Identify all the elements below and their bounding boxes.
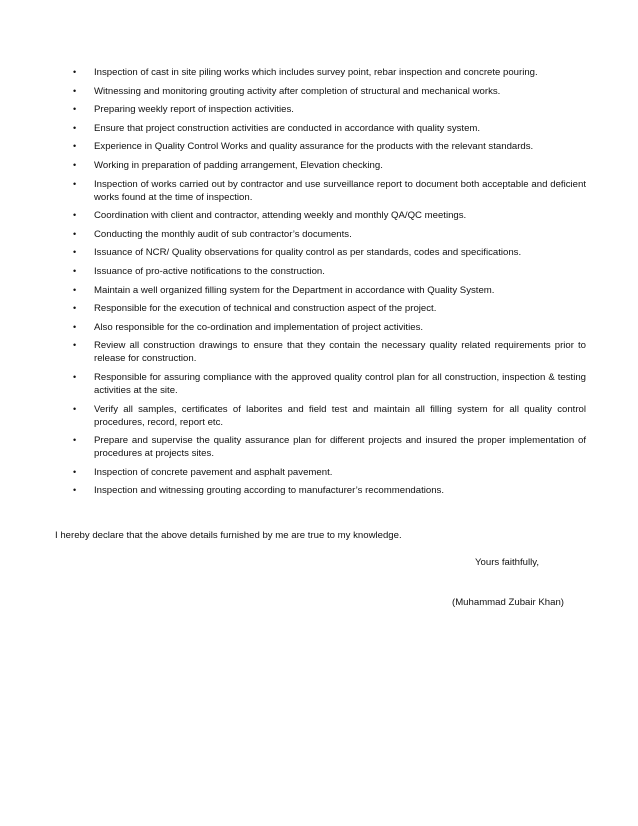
duty-text: Issuance of pro-active notifications to the construction. <box>94 265 325 277</box>
bullet-icon: • <box>73 403 77 414</box>
duty-item <box>58 122 586 135</box>
duty-item <box>58 265 586 278</box>
bullet-icon: • <box>73 85 77 96</box>
duty-text: Witnessing and monitoring grouting activity after completion of structural and mechanical works. <box>94 85 501 97</box>
duty-text: Also responsible for the co-ordination and implementation of project activities. <box>94 321 424 333</box>
duty-text: Inspection of cast in site piling works which includes survey point, rebar inspection and concrete pouring. <box>94 67 538 78</box>
duty-text: Responsible for the execution of technical and construction aspect of the project. <box>94 303 437 315</box>
duty-item <box>58 403 586 429</box>
duty-item <box>58 339 586 365</box>
duty-text: Responsible for assuring compliance with the approved quality control plan for all construction, inspection & testing activities at the site. <box>94 371 586 396</box>
duty-item <box>58 85 586 98</box>
duty-text: Prepare and supervise the quality assurance plan for different projects and insured the proper implementation of procedures at projects sites. <box>94 435 586 460</box>
duty-item <box>58 466 586 479</box>
duty-item <box>58 66 586 79</box>
bullet-icon: • <box>73 141 77 152</box>
duty-text: Working in preparation of padding arrangement, Elevation checking. <box>94 159 383 171</box>
bullet-icon: • <box>73 178 77 189</box>
bullet-icon: • <box>73 104 77 115</box>
duty-text: Inspection and witnessing grouting according to manufacturer’s recommendations. <box>94 485 445 497</box>
bullet-icon: • <box>73 265 77 276</box>
closing-text: Yours faithfully, <box>475 557 539 568</box>
duty-item <box>58 159 586 172</box>
bullet-icon: • <box>73 321 77 332</box>
bullet-icon: • <box>73 340 77 351</box>
duty-item <box>58 484 586 497</box>
duty-text: Issuance of NCR/ Quality observations for quality control as per standards, codes and specifications. <box>94 247 522 259</box>
bullet-icon: • <box>73 247 77 258</box>
duty-text: Inspection of works carried out by contractor and use surveillance report to document both acceptable and deficient works found at the time of inspection. <box>94 178 586 203</box>
bullet-icon: • <box>73 303 77 314</box>
duty-item <box>58 321 586 334</box>
bullet-icon: • <box>73 122 77 133</box>
duty-text: Inspection of concrete pavement and asphalt pavement. <box>94 466 333 478</box>
duty-text: Verify all samples, certificates of laborites and field test and maintain all filling system for all quality control procedures, record, report etc. <box>94 403 586 428</box>
duty-text: Maintain a well organized filling system for the Department in accordance with Quality System. <box>94 284 495 296</box>
duty-item <box>58 228 586 241</box>
bullet-icon: • <box>73 159 77 170</box>
bullet-icon: • <box>73 67 77 77</box>
duty-item <box>58 434 586 460</box>
bullet-icon: • <box>73 210 77 221</box>
bullet-icon: • <box>73 371 77 382</box>
duty-item <box>58 140 586 153</box>
signature-name: (Muhammad Zubair Khan) <box>452 597 564 608</box>
declaration-text: I hereby declare that the above details furnished by me are true to my knowledge. <box>55 530 402 541</box>
duty-item <box>58 209 586 222</box>
duty-text: Preparing weekly report of inspection activities. <box>94 104 294 116</box>
duty-item <box>58 284 586 297</box>
duty-item <box>58 371 586 397</box>
bullet-icon: • <box>73 228 77 239</box>
duty-text: Review all construction drawings to ensure that they contain the necessary quality related requirements prior to release for construction. <box>94 340 586 365</box>
duties-list <box>58 66 586 503</box>
duty-item <box>58 246 586 259</box>
duty-text: Coordination with client and contractor, attending weekly and monthly QA/QC meetings. <box>94 210 467 222</box>
duty-text: Conducting the monthly audit of sub contractor’s documents. <box>94 228 352 240</box>
duty-text: Ensure that project construction activities are conducted in accordance with quality system. <box>94 122 481 134</box>
duty-item <box>58 302 586 315</box>
duty-item <box>58 178 586 204</box>
bullet-icon: • <box>73 466 77 477</box>
bullet-icon: • <box>73 435 77 446</box>
duty-text: Experience in Quality Control Works and quality assurance for the products with the relevant standards. <box>94 141 534 153</box>
bullet-icon: • <box>73 485 77 496</box>
bullet-icon: • <box>73 284 77 295</box>
duty-item <box>58 103 586 116</box>
